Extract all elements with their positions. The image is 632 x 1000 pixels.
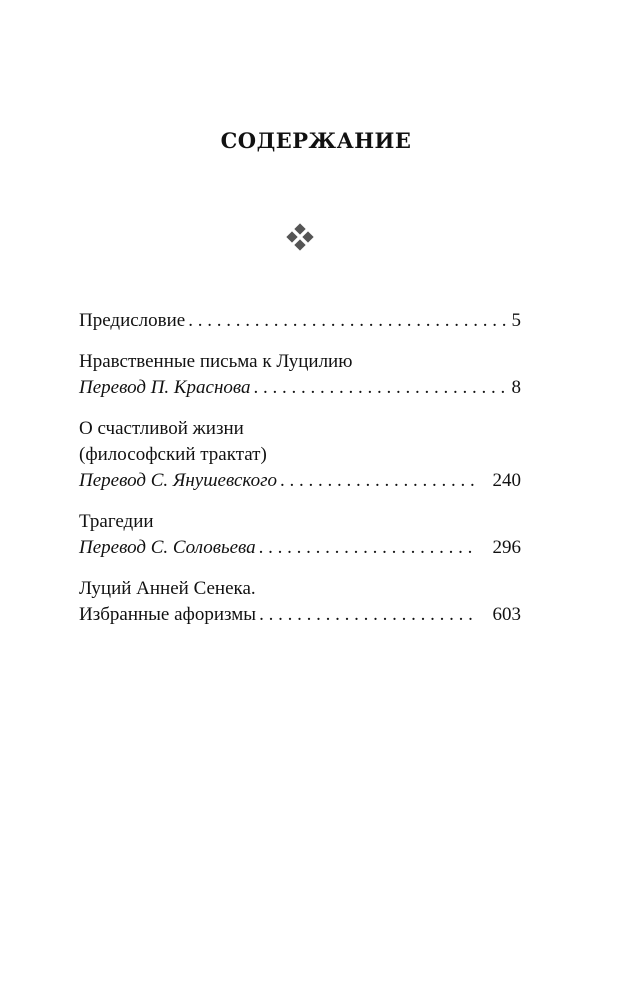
toc-entry-subtitle: (философский трактат) [79, 444, 267, 465]
toc-page-number: 240 [492, 470, 521, 491]
toc-entry-moral-letters[interactable] [79, 349, 521, 401]
toc-entry-happy-life[interactable] [79, 416, 521, 494]
dot-leader [188, 308, 508, 334]
page-title: СОДЕРЖАНИЕ [220, 128, 412, 153]
toc-page-number: 5 [511, 310, 521, 331]
toc-entry-title: Предисловие [79, 310, 186, 331]
toc-entry-preface[interactable] [79, 308, 521, 334]
toc-entry-translator: Перевод П. Краснова [79, 377, 251, 398]
toc-entry-title: О счастливой жизни [79, 418, 244, 439]
dot-leader [259, 535, 478, 561]
toc-entry-title: Трагедии [79, 511, 154, 532]
dot-leader [254, 375, 509, 401]
fleuron-ornament-icon [285, 222, 315, 252]
table-of-contents [79, 308, 521, 643]
toc-entry-aphorisms[interactable] [79, 576, 521, 628]
toc-entry-translator: Перевод С. Соловьева [79, 537, 256, 558]
toc-entry-translator: Перевод С. Янушевского [79, 470, 277, 491]
dot-leader [259, 602, 477, 628]
toc-entry-title: Нравственные письма к Луцилию [79, 351, 353, 372]
toc-page-number: 8 [511, 377, 521, 398]
toc-entry-title: Луций Анней Сенека. [79, 578, 256, 599]
toc-entry-subtitle: Избранные афоризмы [79, 604, 257, 625]
toc-entry-tragedies[interactable] [79, 509, 521, 561]
toc-page-number: 296 [492, 537, 521, 558]
dot-leader [280, 468, 478, 494]
toc-page-number: 603 [492, 604, 521, 625]
